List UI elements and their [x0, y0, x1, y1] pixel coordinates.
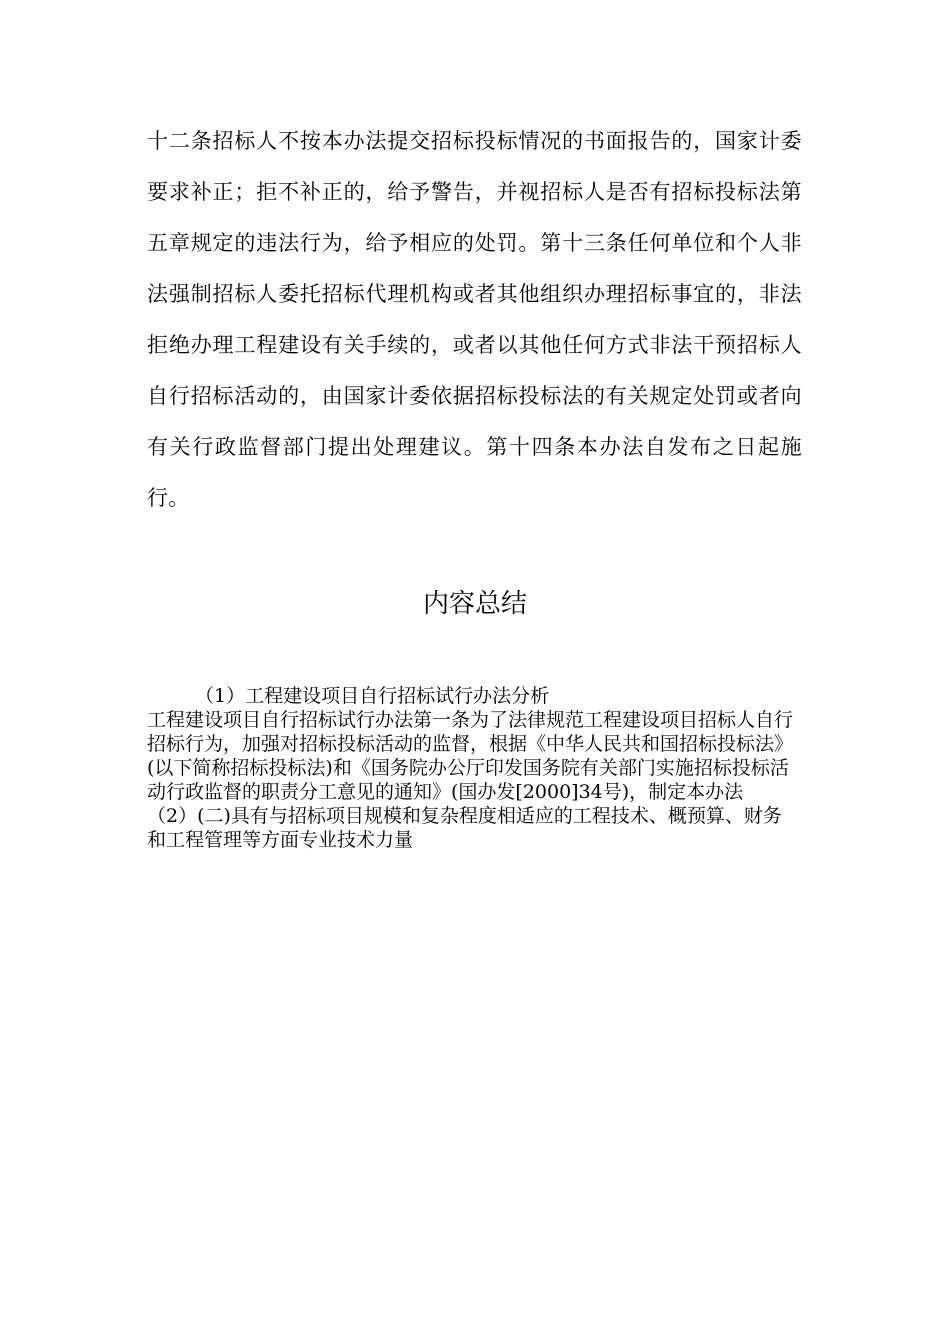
summary-item-1-text: 工程建设项目自行招标试行办法第一条为了法律规范工程建设项目招标人自行招标行为，加强对招标投标活动的监督，根据《中华人民共和国招标投标法》(以下简称招标投标法)和《国务院办公厅印发国务院有关部门实施招标投标活动行政监督的职责分工意见的通知》(国办发[2000]34号)，制定本办法 — [147, 709, 794, 803]
summary-item-1-heading: （1）工程建设项目自行招标试行办法分析 — [195, 685, 550, 707]
summary-section — [147, 684, 797, 852]
summary-title: 内容总结 — [422, 589, 527, 619]
body-paragraph: 十二条招标人不按本办法提交招标投标情况的书面报告的，国家计委要求补正；拒不补正的，给予警告，并视招标人是否有招标投标法第五章规定的违法行为，给予相应的处罚。第十三条任何单位和个人非法强制招标人委托招标代理机构或者其他组织办理招标事宜的，非法拒绝办理工程建设有关手续的，或者以其他任何方式非法干预招标人自行招标活动的，由国家计委依据招标投标法的有关规定处罚或者向有关行政监督部门提出处理建议。第十四条本办法自发布之日起施行。 — [147, 129, 802, 510]
summary-item-2-text: （2）(二)具有与招标项目规模和复杂程度相适应的工程技术、概预算、财务和工程管理等方面专业技术力量 — [147, 805, 782, 851]
